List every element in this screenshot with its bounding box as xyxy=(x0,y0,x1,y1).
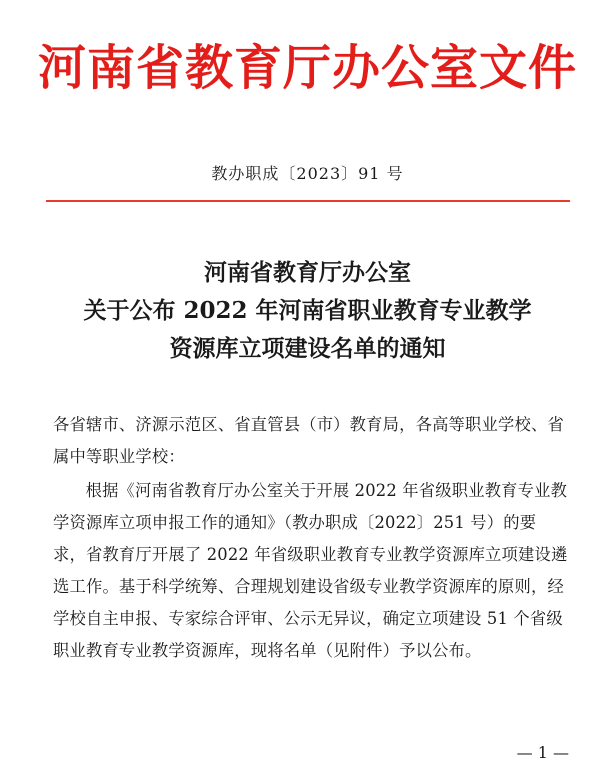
notice-title xyxy=(0,254,615,368)
issuer-header-title: 河南省教育厅办公室文件 xyxy=(37,40,577,96)
page-number: — 1 — xyxy=(516,743,569,762)
notice-title-line-1: 河南省教育厅办公室 xyxy=(204,259,411,286)
document-number: 教办职成〔2023〕91 号 xyxy=(211,164,404,183)
red-divider-rule xyxy=(46,200,570,202)
notice-body xyxy=(53,409,569,667)
body-paragraph-1: 根据《河南省教育厅办公室关于开展 2022 年省级职业教育专业教学资源库立项申报工作的通知》（教办职成〔2022〕251 号）的要求，省教育厅开展了 2022 年省级职业教育专业教学资源库立项建设遴选工作。基于科学统筹、合理规划建设省级专业教学资源库的原则，经学校自主申报、专家综合评审、公示无异议，确定立项建设 51 个省级职业教育专业教学资源库，现将名单（见附件）予以公布。 xyxy=(53,481,568,660)
salutation: 各省辖市、济源示范区、省直管县（市）教育局，各高等职业学校、省属中等职业学校： xyxy=(53,415,564,466)
notice-title-line-3: 资源库立项建设名单的通知 xyxy=(169,335,446,362)
notice-title-line-2: 关于公布 2022 年河南省职业教育专业教学 xyxy=(83,297,532,324)
